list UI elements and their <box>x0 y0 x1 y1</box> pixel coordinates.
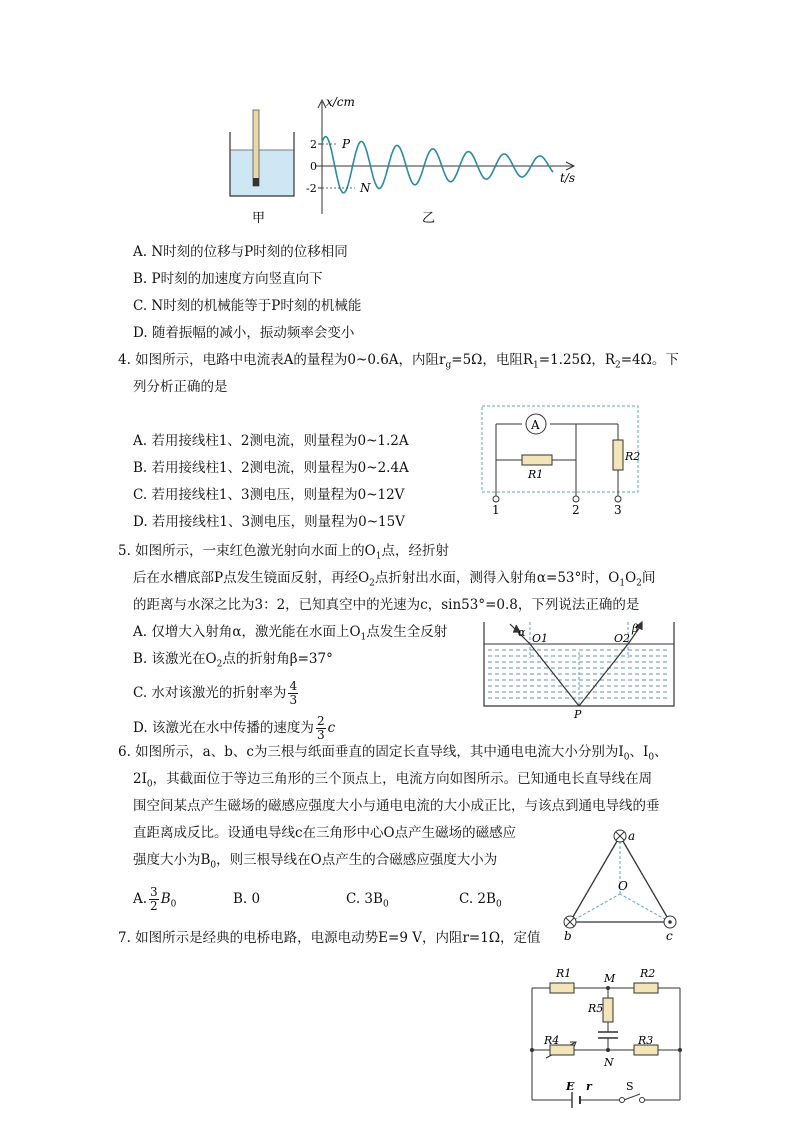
q5-stem-line2: 后在水槽底部P点发生镜面反射，再经$O_2$点折射出水面，测得入射角α=53°时，$O_1O_2$间 <box>133 570 656 589</box>
oscillation-figure <box>222 92 582 232</box>
svg-text:3: 3 <box>614 503 622 517</box>
svg-text:N: N <box>604 1056 614 1069</box>
axis-label-x: x/cm <box>326 95 355 109</box>
axis-label-t: t/s <box>560 171 576 185</box>
svg-text:r: r <box>586 1080 592 1093</box>
damped-wave-curve <box>322 137 553 193</box>
ammeter-circuit-figure <box>478 402 644 518</box>
tick-2: 2 <box>310 138 317 151</box>
resistor-r2 <box>613 440 623 470</box>
svg-text:A: A <box>531 418 540 432</box>
q3-option-c: C. N时刻的机械能等于P时刻的机械能 <box>133 298 362 314</box>
q6-option-b: B. 0 <box>233 891 261 907</box>
q3-option-d: D. 随着振幅的减小，振动频率会变小 <box>133 325 355 341</box>
q4-option-c: C. 若用接线柱1、3测电压，则量程为0~12V <box>133 487 405 503</box>
q5-option-a: A. 仅增大入射角α，激光能在水面上$O_1$点发生全反射 <box>133 624 448 643</box>
q6-stem-line2: $2I_0$，其截面位于等边三角形的三个顶点上，电流方向如图所示。已知通电长直导线在周 <box>133 771 653 790</box>
q5-stem-line3: 的距离与水深之比为3：2，已知真空中的光速为c，sin53°=0.8，下列说法正确的是 <box>133 597 640 613</box>
q5-option-d: D. 该激光在水中传播的速度为 $\frac{2}{3}$ c <box>133 714 336 742</box>
svg-text:O1: O1 <box>532 632 549 645</box>
svg-text:S: S <box>626 1080 634 1093</box>
svg-text:E: E <box>566 1080 575 1093</box>
svg-text:a: a <box>628 829 636 843</box>
point-p-label: P <box>342 137 351 151</box>
tick-0: 0 <box>310 160 317 173</box>
q4-option-a: A. 若用接线柱1、2测电流，则量程为0~1.2A <box>133 433 409 449</box>
svg-text:2: 2 <box>572 503 580 517</box>
triangle-wires-figure <box>558 824 688 944</box>
q6-stem-line3: 围空间某点产生磁场的磁感应强度大小与通电电流的大小成正比，与该点到通电导线的垂 <box>133 798 660 814</box>
q6-option-a: A. $\frac{3}{2}$ $B_0$ <box>133 885 177 913</box>
q7-stem-line1: 7. 如图所示是经典的电桥电路，电源电动势E=9 V，内阻r=1Ω，定值 <box>118 930 541 946</box>
point-n-label: N <box>360 181 371 195</box>
q5-stem-line1: 5. 如图所示，一束红色激光射向水面上的$O_1$点，经折射 <box>118 543 449 562</box>
q4-option-d: D. 若用接线柱1、3测电压，则量程为0~15V <box>133 514 405 530</box>
svg-text:M: M <box>604 972 616 985</box>
q5-option-c: C. 水对该激光的折射率为 $\frac{4}{3}$ <box>133 679 298 707</box>
svg-text:α: α <box>518 626 526 639</box>
wire-c-out-of-page-icon <box>664 916 676 928</box>
wire-a-into-page-icon <box>614 830 626 842</box>
tick-minus-2: -2 <box>306 182 317 195</box>
svg-text:P: P <box>574 708 582 718</box>
q6-stem-line4: 直距离成反比。设通电导线c在三角形中心O点产生磁场的磁感应 <box>133 825 517 841</box>
resistor-r1 <box>550 983 574 993</box>
q4-stem-line1: 4. 如图所示，电路中电流表A的量程为0~0.6A，内阻$r_g=5\Omega$，电阻$R_1=1.25\Omega$，$R_2=4\Omega$。下 <box>118 352 679 371</box>
resistor-r5 <box>603 998 613 1022</box>
q6-stem-line1: 6. 如图所示，a、b、c为三根与纸面垂直的固定长直导线，其中通电电流大小分别为$I_0$、$I_0$、 <box>118 744 668 763</box>
svg-text:b: b <box>564 929 572 943</box>
q4-option-b: B. 若用接线柱1、2测电流，则量程为0~2.4A <box>133 460 409 476</box>
bridge-circuit-figure <box>524 962 688 1112</box>
svg-text:R5: R5 <box>588 1002 604 1015</box>
svg-text:R3: R3 <box>638 1034 654 1047</box>
q3-option-b: B. P时刻的加速度方向竖直向下 <box>133 271 323 287</box>
svg-text:R2: R2 <box>625 450 641 463</box>
svg-text:R1: R1 <box>528 468 544 481</box>
svg-text:R1: R1 <box>556 967 572 980</box>
svg-text:β: β <box>632 622 639 635</box>
svg-text:O2: O2 <box>614 632 631 645</box>
beaker-figure <box>230 110 294 196</box>
q6-option-d: C. $2B_0$ <box>459 891 502 910</box>
figure-label-yi: 乙 <box>422 211 436 226</box>
svg-text:R4: R4 <box>544 1034 560 1047</box>
figure-label-jia: 甲 <box>252 211 266 226</box>
svg-text:R2: R2 <box>640 967 656 980</box>
resistor-r2 <box>634 983 658 993</box>
wire-b-into-page-icon <box>564 916 576 928</box>
svg-text:c: c <box>666 929 673 943</box>
q3-option-a: A. N时刻的位移与P时刻的位移相同 <box>133 244 348 260</box>
q4-stem-line2: 列分析正确的是 <box>133 379 228 395</box>
resistor-r1 <box>522 455 552 465</box>
q6-option-c: C. $3B_0$ <box>346 891 389 910</box>
q6-stem-line5: 强度大小为$B_0$，则三根导线在O点产生的合磁感应强度大小为 <box>133 852 498 871</box>
q5-option-b: B. 该激光在$O_2$点的折射角β=37° <box>133 651 333 670</box>
svg-text:O: O <box>618 879 628 893</box>
refraction-tank-figure <box>478 612 680 718</box>
svg-text:1: 1 <box>492 503 500 517</box>
